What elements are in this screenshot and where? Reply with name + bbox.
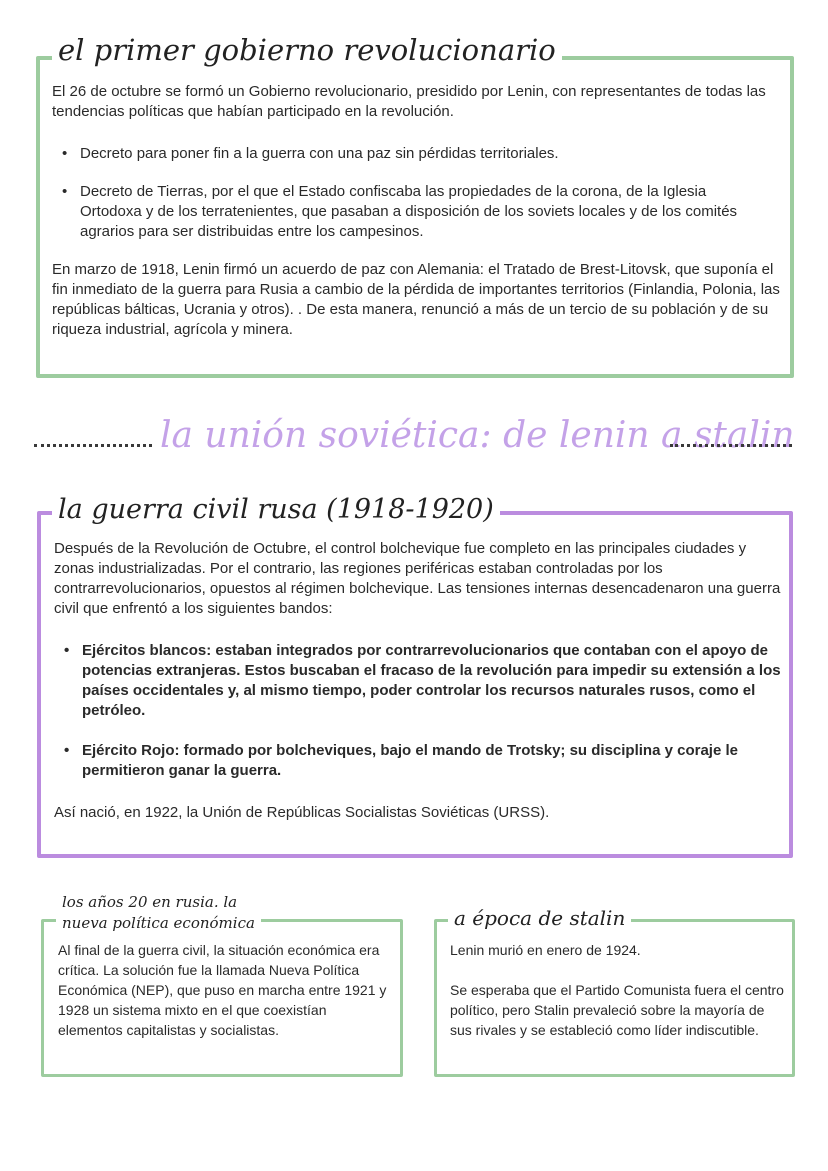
section-title-nep bbox=[56, 892, 261, 934]
bandos-list bbox=[54, 641, 782, 781]
section-title-primer-gobierno: el primer gobierno revolucionario bbox=[52, 36, 562, 65]
list-item: • Decreto de Tierras, por el que el Estado confiscaba las propiedades de la corona, de la Iglesia Ortodoxa y de los terratenientes, que pasaban a disposición de los soviets locales y de los comités agrarios para ser distribuidas entre los campesinos. bbox=[80, 182, 786, 242]
paragraph-nep: Al final de la guerra civil, la situación económica era crítica. La solución fue la llamada Nueva Política Económica (NEP), que puso en marcha entre 1921 y 1928 un sistema mixto en el que coexistían elementos capitalistas y socialistas. bbox=[58, 942, 387, 1038]
section-body-guerra-civil bbox=[54, 539, 782, 823]
decree-list bbox=[52, 144, 786, 242]
title-line: los años 20 en rusia. la bbox=[62, 893, 238, 911]
section-title-guerra-civil: la guerra civil rusa (1918-1920) bbox=[52, 496, 500, 523]
paragraph-intro: El 26 de octubre se formó un Gobierno revolucionario, presidido por Lenin, con representantes de todas las tendencias políticas que habían participado en la revolución. bbox=[52, 83, 766, 120]
list-item: • Ejército Rojo: formado por bolcheviques, bajo el mando de Trotsky; su disciplina y coraje le permitieron ganar la guerra. bbox=[82, 741, 782, 781]
section-body-primer-gobierno bbox=[52, 82, 786, 340]
paragraph-brest-litovsk: En marzo de 1918, Lenin firmó un acuerdo de paz con Alemania: el Tratado de Brest-Litovsk, que suponía el fin inmediato de la guerra para Rusia a cambio de la pérdida de importantes territorios (Finlandia, Polonia, las repúblicas bálticas, Ucrania y otros). . De esta manera, renunció a más de un tercio de su población y de su riqueza industrial, agrícola y minera. bbox=[52, 261, 780, 338]
section-body-nep bbox=[58, 940, 394, 1040]
paragraph-intro: Después de la Revolución de Octubre, el control bolchevique fue completo en las principales ciudades y zonas industrializadas. Por el contrario, las regiones periféricas estaban controladas por los contrarrevolucionarios, opuestos al régimen bolchevique. Las tensiones internas desencadenaron una guerra civil que enfrentó a los siguientes bandos: bbox=[54, 540, 781, 617]
page-section-title: la unión soviética: de lenin a stalin bbox=[160, 415, 795, 456]
list-item: • Decreto para poner fin a la guerra con una paz sin pérdidas territoriales. bbox=[80, 144, 786, 164]
dotted-divider-left bbox=[34, 444, 152, 447]
paragraph-urss: Así nació, en 1922, la Unión de Repúblicas Socialistas Soviéticas (URSS). bbox=[54, 804, 550, 821]
section-title-stalin: a época de stalin bbox=[448, 908, 631, 928]
title-line: nueva política económica bbox=[62, 914, 255, 932]
section-body-stalin bbox=[450, 940, 785, 1040]
dotted-divider-right bbox=[670, 444, 792, 447]
list-item: • Ejércitos blancos: estaban integrados por contrarrevolucionarios que contaban con el apoyo de potencias extranjeras. Estos buscaban el fracaso de la revolución para impedir su extensión a los países occidentales y, al mismo tiempo, poder controlar los recursos naturales rusos, como el petróleo. bbox=[82, 641, 782, 721]
paragraph-stalin-rise: Se esperaba que el Partido Comunista fuera el centro político, pero Stalin prevaleció sobre la mayoría de sus rivales y se estableció como líder indiscutible. bbox=[450, 982, 784, 1038]
paragraph-lenin-death: Lenin murió en enero de 1924. bbox=[450, 942, 641, 958]
